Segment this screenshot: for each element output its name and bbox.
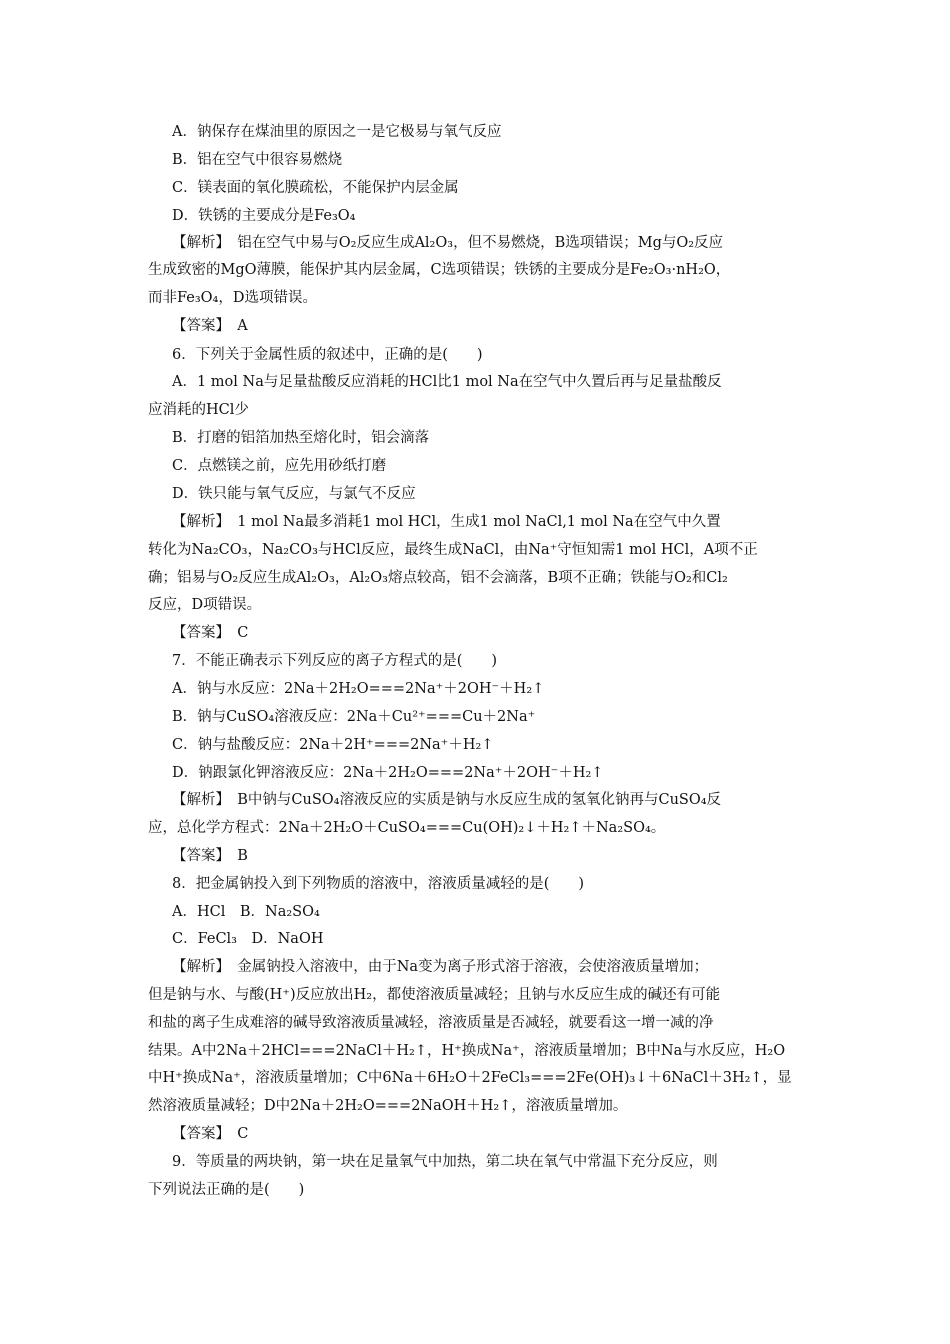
question-6: 6．下列关于金属性质的叙述中，正确的是( ) (172, 347, 483, 363)
analysis-line: 而非Fe₃O₄，D选项错误。 (148, 290, 317, 306)
analysis-line: 但是钠与水、与酸(H⁺)反应放出H₂，都使溶液质量减轻；且钠与水反应生成的碱还有可能 (148, 987, 721, 1003)
analysis-line: 【解析】 金属钠投入溶液中，由于Na变为离子形式溶于溶液，会使溶液质量增加； (172, 959, 709, 975)
analysis-line: 【解析】 1 mol Na最多消耗1 mol HCl，生成1 mol NaCl,1 mol Na在空气中久置 (172, 514, 721, 530)
answer-line: 【答案】 A (172, 318, 248, 334)
question-9-cont: 下列说法正确的是( ) (148, 1182, 305, 1198)
option-ab: A．HCl B．Na₂SO₄ (172, 904, 320, 920)
question-8: 8．把金属钠投入到下列物质的溶液中，溶液质量减轻的是( ) (172, 876, 585, 892)
answer-line: 【答案】 C (172, 625, 249, 641)
analysis-line: 【解析】 B中钠与CuSO₄溶液反应的实质是钠与水反应生成的氢氧化钠再与CuSO₄反 (172, 792, 722, 808)
analysis-line: 【解析】 铝在空气中易与O₂反应生成Al₂O₃，但不易燃烧，B选项错误；Mg与O₂反应 (172, 235, 724, 251)
analysis-line: 然溶液质量减轻；D中2Na＋2H₂O===2NaOH＋H₂↑，溶液质量增加。 (148, 1098, 628, 1114)
question-7: 7．不能正确表示下列反应的离子方程式的是( ) (172, 653, 498, 669)
option-a: A．1 mol Na与足量盐酸反应消耗的HCl比1 mol Na在空气中久置后再与足量盐酸反 (172, 374, 722, 390)
option-a: A．钠保存在煤油里的原因之一是它极易与氧气反应 (172, 124, 502, 140)
option-b: B．打磨的铝箔加热至熔化时，铝会滴落 (172, 430, 430, 446)
analysis-line: 和盐的离子生成难溶的碱导致溶液质量减轻，溶液质量是否减轻，就要看这一增一减的净 (148, 1015, 714, 1031)
answer-line: 【答案】 B (172, 848, 248, 864)
option-cd: C．FeCl₃ D．NaOH (172, 931, 324, 947)
option-d: D．铁锈的主要成分是Fe₃O₄ (172, 208, 356, 224)
answer-line: 【答案】 C (172, 1126, 249, 1142)
option-c: C．钠与盐酸反应：2Na＋2H⁺===2Na⁺＋H₂↑ (172, 737, 494, 753)
question-9: 9．等质量的两块钠，第一块在足量氧气中加热，第二块在氧气中常温下充分反应，则 (172, 1154, 718, 1170)
analysis-line: 中H⁺换成Na⁺，溶液质量增加；C中6Na＋6H₂O＋2FeCl₃===2Fe(OH)₃↓＋6NaCl＋3H₂↑，显 (148, 1070, 792, 1086)
option-c: C．镁表面的氧化膜疏松，不能保护内层金属 (172, 180, 459, 196)
analysis-line: 反应，D项错误。 (148, 597, 262, 613)
analysis-line: 转化为Na₂CO₃，Na₂CO₃与HCl反应，最终生成NaCl，由Na⁺守恒知需1 mol HCl，A项不正 (148, 542, 758, 558)
option-c: C．点燃镁之前，应先用砂纸打磨 (172, 458, 387, 474)
option-d: D．铁只能与氧气反应，与氯气不反应 (172, 486, 416, 502)
option-a-cont: 应消耗的HCl少 (148, 402, 249, 418)
analysis-line: 应，总化学方程式：2Na＋2H₂O＋CuSO₄===Cu(OH)₂↓＋H₂↑＋Na₂SO₄。 (148, 820, 666, 836)
analysis-line: 生成致密的MgO薄膜，能保护其内层金属，C选项错误；铁锈的主要成分是Fe₂O₃·nH₂O， (148, 262, 731, 278)
option-a: A．钠与水反应：2Na＋2H₂O===2Na⁺＋2OH⁻＋H₂↑ (172, 681, 545, 697)
option-d: D．钠跟氯化钾溶液反应：2Na＋2H₂O===2Na⁺＋2OH⁻＋H₂↑ (172, 765, 604, 781)
option-b: B．钠与CuSO₄溶液反应：2Na＋Cu²⁺===Cu＋2Na⁺ (172, 709, 536, 725)
analysis-line: 结果。A中2Na＋2HCl===2NaCl＋H₂↑，H⁺换成Na⁺，溶液质量增加；B中Na与水反应，H₂O (148, 1043, 786, 1059)
analysis-line: 确；铝易与O₂反应生成Al₂O₃，Al₂O₃熔点较高，铝不会滴落，B项不正确；铁能与O₂和Cl₂ (148, 570, 728, 586)
option-b: B．铝在空气中很容易燃烧 (172, 152, 343, 168)
